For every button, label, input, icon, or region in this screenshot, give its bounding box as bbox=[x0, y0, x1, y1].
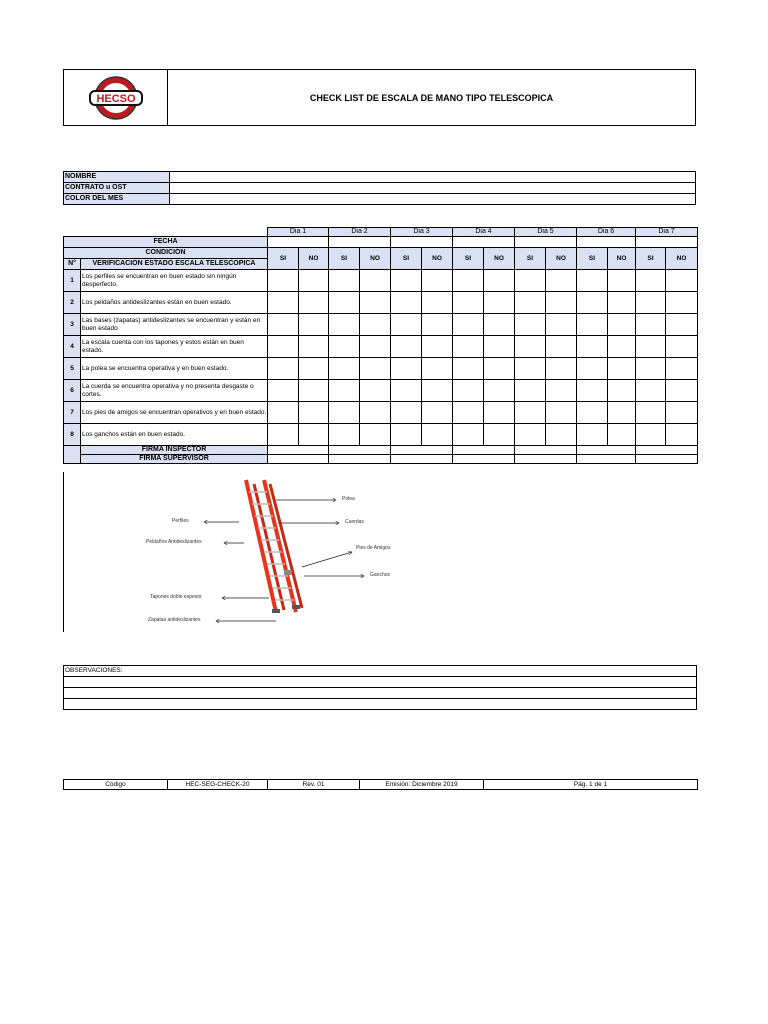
firma-inspector-row bbox=[64, 446, 698, 455]
fecha-cell[interactable] bbox=[577, 237, 636, 248]
check-cell[interactable] bbox=[636, 380, 666, 402]
fecha-cell[interactable] bbox=[515, 237, 577, 248]
check-cell[interactable] bbox=[391, 380, 422, 402]
no-header: NO bbox=[299, 248, 329, 270]
check-cell[interactable] bbox=[360, 292, 391, 314]
check-cell[interactable] bbox=[299, 358, 329, 380]
check-cell[interactable] bbox=[391, 402, 422, 424]
days-row bbox=[64, 228, 698, 237]
check-cell[interactable] bbox=[636, 402, 666, 424]
document-header bbox=[63, 69, 696, 126]
check-cell[interactable] bbox=[422, 314, 453, 336]
check-cell[interactable] bbox=[422, 424, 453, 446]
no-header: NO bbox=[360, 248, 391, 270]
signature-cell[interactable] bbox=[391, 455, 453, 464]
pies-de-amigos-label: Pies de Amigos bbox=[356, 545, 391, 551]
item-text: La cuerda se encuentra operativa y no presenta desgaste o cortes. bbox=[81, 380, 268, 402]
item-text: Los ganchos están en buen estado. bbox=[81, 424, 268, 446]
check-cell[interactable] bbox=[577, 314, 608, 336]
observaciones-table bbox=[63, 665, 697, 710]
check-cell[interactable] bbox=[546, 292, 577, 314]
check-cell[interactable] bbox=[453, 292, 484, 314]
no-header: NO bbox=[666, 248, 698, 270]
si-header: SI bbox=[391, 248, 422, 270]
check-cell[interactable] bbox=[453, 424, 484, 446]
signature-cell[interactable] bbox=[515, 446, 577, 455]
check-cell[interactable] bbox=[608, 358, 636, 380]
day-header-1: Dia 1 bbox=[268, 228, 329, 237]
check-cell[interactable] bbox=[608, 292, 636, 314]
check-cell[interactable] bbox=[546, 358, 577, 380]
signature-cell[interactable] bbox=[391, 446, 453, 455]
check-cell[interactable] bbox=[422, 292, 453, 314]
check-cell[interactable] bbox=[515, 424, 546, 446]
check-cell[interactable] bbox=[636, 292, 666, 314]
contrato-field[interactable] bbox=[170, 183, 696, 194]
day-header-5: Dia 5 bbox=[515, 228, 577, 237]
check-cell[interactable] bbox=[268, 292, 299, 314]
check-cell[interactable] bbox=[484, 380, 515, 402]
checklist-item-row bbox=[64, 424, 698, 446]
check-cell[interactable] bbox=[515, 380, 546, 402]
check-cell[interactable] bbox=[268, 336, 299, 358]
check-cell[interactable] bbox=[360, 314, 391, 336]
item-number: 3 bbox=[64, 314, 81, 336]
nombre-field[interactable] bbox=[170, 172, 696, 183]
check-cell[interactable] bbox=[636, 336, 666, 358]
item-text: Los peldaños antideslizantes están en buen estado. bbox=[81, 292, 268, 314]
check-cell[interactable] bbox=[577, 292, 608, 314]
verificacion-header: VERIFICACION ESTADO ESCALA TELESCOPICA bbox=[81, 259, 268, 270]
check-cell[interactable] bbox=[299, 314, 329, 336]
ganchos-label: Ganchos bbox=[370, 572, 391, 578]
day-header-6: Dia 6 bbox=[577, 228, 636, 237]
check-cell[interactable] bbox=[360, 402, 391, 424]
signature-cell[interactable] bbox=[577, 455, 636, 464]
check-cell[interactable] bbox=[666, 336, 698, 358]
si-header: SI bbox=[268, 248, 299, 270]
check-cell[interactable] bbox=[268, 314, 299, 336]
check-cell[interactable] bbox=[422, 380, 453, 402]
item-number: 4 bbox=[64, 336, 81, 358]
checklist-item-row bbox=[64, 314, 698, 336]
check-cell[interactable] bbox=[360, 380, 391, 402]
check-cell[interactable] bbox=[299, 424, 329, 446]
check-cell[interactable] bbox=[299, 380, 329, 402]
day-header-7: Dia 7 bbox=[636, 228, 698, 237]
check-cell[interactable] bbox=[268, 402, 299, 424]
revision: Rev. 01 bbox=[268, 780, 360, 790]
check-cell[interactable] bbox=[515, 314, 546, 336]
signature-cell[interactable] bbox=[636, 455, 698, 464]
no-header: NO bbox=[484, 248, 515, 270]
check-cell[interactable] bbox=[268, 358, 299, 380]
checklist-item-row bbox=[64, 336, 698, 358]
cuerdas-label: Cuerdas bbox=[345, 519, 364, 525]
check-cell[interactable] bbox=[360, 424, 391, 446]
checklist-table bbox=[63, 227, 698, 464]
item-number: 8 bbox=[64, 424, 81, 446]
check-cell[interactable] bbox=[391, 270, 422, 292]
signature-cell[interactable] bbox=[636, 446, 698, 455]
info-row-color bbox=[64, 194, 696, 205]
codigo-label: Código bbox=[64, 780, 168, 790]
item-number: 6 bbox=[64, 380, 81, 402]
company-logo bbox=[64, 70, 168, 125]
check-cell[interactable] bbox=[546, 270, 577, 292]
check-cell[interactable] bbox=[329, 424, 360, 446]
perfiles-label: Perfiles bbox=[172, 518, 189, 524]
check-cell[interactable] bbox=[515, 358, 546, 380]
check-cell[interactable] bbox=[608, 402, 636, 424]
checklist-item-row bbox=[64, 358, 698, 380]
item-number: 5 bbox=[64, 358, 81, 380]
condicion-row bbox=[64, 248, 698, 259]
no-header: NO bbox=[546, 248, 577, 270]
check-cell[interactable] bbox=[546, 314, 577, 336]
fecha-cell[interactable] bbox=[391, 237, 453, 248]
check-cell[interactable] bbox=[453, 380, 484, 402]
check-cell[interactable] bbox=[268, 424, 299, 446]
check-cell[interactable] bbox=[422, 270, 453, 292]
check-cell[interactable] bbox=[391, 358, 422, 380]
check-cell[interactable] bbox=[329, 270, 360, 292]
check-cell[interactable] bbox=[484, 358, 515, 380]
check-cell[interactable] bbox=[666, 358, 698, 380]
check-cell[interactable] bbox=[329, 380, 360, 402]
fecha-cell[interactable] bbox=[453, 237, 515, 248]
item-number: 1 bbox=[64, 270, 81, 292]
check-cell[interactable] bbox=[515, 270, 546, 292]
fecha-row bbox=[64, 237, 698, 248]
check-cell[interactable] bbox=[453, 402, 484, 424]
item-number: 2 bbox=[64, 292, 81, 314]
check-cell[interactable] bbox=[666, 402, 698, 424]
check-cell[interactable] bbox=[636, 270, 666, 292]
color-mes-field[interactable] bbox=[170, 194, 696, 205]
check-cell[interactable] bbox=[453, 270, 484, 292]
day-header-4: Dia 4 bbox=[453, 228, 515, 237]
check-cell[interactable] bbox=[484, 314, 515, 336]
zapatas-label: Zapatas antideslizantes bbox=[148, 617, 201, 623]
check-cell[interactable] bbox=[608, 314, 636, 336]
observaciones-label: OBSERVACIONES: bbox=[64, 666, 697, 677]
checklist-item-row bbox=[64, 402, 698, 424]
codigo-value: HEC-SEG-CHECK-20 bbox=[168, 780, 268, 790]
check-cell[interactable] bbox=[577, 336, 608, 358]
check-cell[interactable] bbox=[484, 402, 515, 424]
check-cell[interactable] bbox=[666, 292, 698, 314]
check-cell[interactable] bbox=[391, 336, 422, 358]
si-header: SI bbox=[636, 248, 666, 270]
peldanos-label: Peldaños Antideslizantes bbox=[146, 539, 202, 545]
check-cell[interactable] bbox=[515, 292, 546, 314]
check-cell[interactable] bbox=[577, 380, 608, 402]
no-header: NO bbox=[422, 248, 453, 270]
si-header: SI bbox=[453, 248, 484, 270]
info-row-contrato bbox=[64, 183, 696, 194]
checklist-item-row bbox=[64, 292, 698, 314]
ladder-diagram bbox=[64, 472, 698, 632]
check-cell[interactable] bbox=[329, 292, 360, 314]
tapones-label: Tapones doble espesor bbox=[150, 594, 202, 600]
page-number: Pág. 1 de 1 bbox=[484, 780, 698, 790]
observaciones-line[interactable] bbox=[64, 688, 697, 699]
check-cell[interactable] bbox=[422, 358, 453, 380]
check-cell[interactable] bbox=[666, 270, 698, 292]
polea-label: Polea bbox=[342, 496, 355, 502]
check-cell[interactable] bbox=[268, 270, 299, 292]
check-cell[interactable] bbox=[391, 314, 422, 336]
item-text: Los pies de amigos se encuentran operativos y en buen estado. bbox=[81, 402, 268, 424]
check-cell[interactable] bbox=[636, 424, 666, 446]
check-cell[interactable] bbox=[666, 314, 698, 336]
check-cell[interactable] bbox=[484, 270, 515, 292]
observaciones-line[interactable] bbox=[64, 699, 697, 710]
check-cell[interactable] bbox=[546, 402, 577, 424]
document-title: CHECK LIST DE ESCALA DE MANO TIPO TELESCOPICA bbox=[309, 92, 554, 103]
signature-cell[interactable] bbox=[453, 455, 515, 464]
item-number: 7 bbox=[64, 402, 81, 424]
signature-cell[interactable] bbox=[268, 455, 329, 464]
checklist-item-row bbox=[64, 380, 698, 402]
check-cell[interactable] bbox=[546, 336, 577, 358]
day-header-3: Dia 3 bbox=[391, 228, 453, 237]
firma-inspector-label: FIRMA INSPECTOR bbox=[81, 446, 268, 455]
logo-cell bbox=[64, 70, 168, 125]
check-cell[interactable] bbox=[329, 402, 360, 424]
fecha-cell[interactable] bbox=[268, 237, 329, 248]
check-cell[interactable] bbox=[329, 336, 360, 358]
fecha-cell[interactable] bbox=[636, 237, 698, 248]
check-cell[interactable] bbox=[329, 358, 360, 380]
check-cell[interactable] bbox=[299, 270, 329, 292]
signature-cell[interactable] bbox=[329, 455, 391, 464]
contrato-label: CONTRATO u OST bbox=[64, 183, 170, 194]
check-cell[interactable] bbox=[546, 424, 577, 446]
check-cell[interactable] bbox=[636, 358, 666, 380]
firma-supervisor-row bbox=[64, 455, 698, 464]
check-cell[interactable] bbox=[666, 424, 698, 446]
no-header: NO bbox=[608, 248, 636, 270]
item-text: La polea se encuentra operativa y en buen estado. bbox=[81, 358, 268, 380]
ladder-illustration bbox=[63, 472, 697, 632]
check-cell[interactable] bbox=[608, 336, 636, 358]
si-header: SI bbox=[577, 248, 608, 270]
checklist-item-row bbox=[64, 270, 698, 292]
check-cell[interactable] bbox=[329, 314, 360, 336]
check-cell[interactable] bbox=[299, 336, 329, 358]
check-cell[interactable] bbox=[453, 314, 484, 336]
check-cell[interactable] bbox=[299, 292, 329, 314]
check-cell[interactable] bbox=[422, 402, 453, 424]
check-cell[interactable] bbox=[608, 380, 636, 402]
check-cell[interactable] bbox=[515, 402, 546, 424]
check-cell[interactable] bbox=[360, 358, 391, 380]
check-cell[interactable] bbox=[484, 336, 515, 358]
check-cell[interactable] bbox=[546, 380, 577, 402]
item-text: La escala cuenta con los tapones y estos están en buen estado. bbox=[81, 336, 268, 358]
check-cell[interactable] bbox=[577, 402, 608, 424]
check-cell[interactable] bbox=[391, 424, 422, 446]
item-text: Los perfiles se encuentran en buen estado sin ningún desperfecto. bbox=[81, 270, 268, 292]
check-cell[interactable] bbox=[666, 380, 698, 402]
firma-supervisor-label: FIRMA SUPERVISOR bbox=[81, 455, 268, 464]
condicion-label: CONDICIÓN bbox=[64, 248, 268, 259]
check-cell[interactable] bbox=[453, 336, 484, 358]
check-cell[interactable] bbox=[299, 402, 329, 424]
check-cell[interactable] bbox=[636, 314, 666, 336]
fecha-cell[interactable] bbox=[329, 237, 391, 248]
check-cell[interactable] bbox=[484, 292, 515, 314]
emision-date: Emisión: Diciembre 2019 bbox=[360, 780, 484, 790]
check-cell[interactable] bbox=[268, 380, 299, 402]
check-cell[interactable] bbox=[391, 292, 422, 314]
signature-cell[interactable] bbox=[268, 446, 329, 455]
si-header: SI bbox=[515, 248, 546, 270]
check-cell[interactable] bbox=[484, 424, 515, 446]
check-cell[interactable] bbox=[360, 336, 391, 358]
check-cell[interactable] bbox=[577, 270, 608, 292]
day-header-2: Dia 2 bbox=[329, 228, 391, 237]
si-header: SI bbox=[329, 248, 360, 270]
check-cell[interactable] bbox=[453, 358, 484, 380]
info-row-nombre bbox=[64, 172, 696, 183]
check-cell[interactable] bbox=[608, 270, 636, 292]
check-cell[interactable] bbox=[577, 358, 608, 380]
signature-cell[interactable] bbox=[515, 455, 577, 464]
check-cell[interactable] bbox=[608, 424, 636, 446]
check-cell[interactable] bbox=[515, 336, 546, 358]
nombre-label: NOMBRE bbox=[64, 172, 170, 183]
document-footer bbox=[63, 779, 698, 790]
check-cell[interactable] bbox=[422, 336, 453, 358]
signature-cell[interactable] bbox=[329, 446, 391, 455]
signature-cell[interactable] bbox=[577, 446, 636, 455]
num-header: N° bbox=[64, 259, 81, 270]
info-table bbox=[63, 171, 696, 205]
color-mes-label: COLOR DEL MES bbox=[64, 194, 170, 205]
check-cell[interactable] bbox=[577, 424, 608, 446]
fecha-label: FECHA bbox=[64, 237, 268, 248]
signature-cell[interactable] bbox=[453, 446, 515, 455]
observaciones-line[interactable] bbox=[64, 677, 697, 688]
item-text: Las bases (zapatas) antideslizantes se encuentran y están en buen estado bbox=[81, 314, 268, 336]
check-cell[interactable] bbox=[360, 270, 391, 292]
logo-text: HECSO bbox=[96, 93, 136, 105]
